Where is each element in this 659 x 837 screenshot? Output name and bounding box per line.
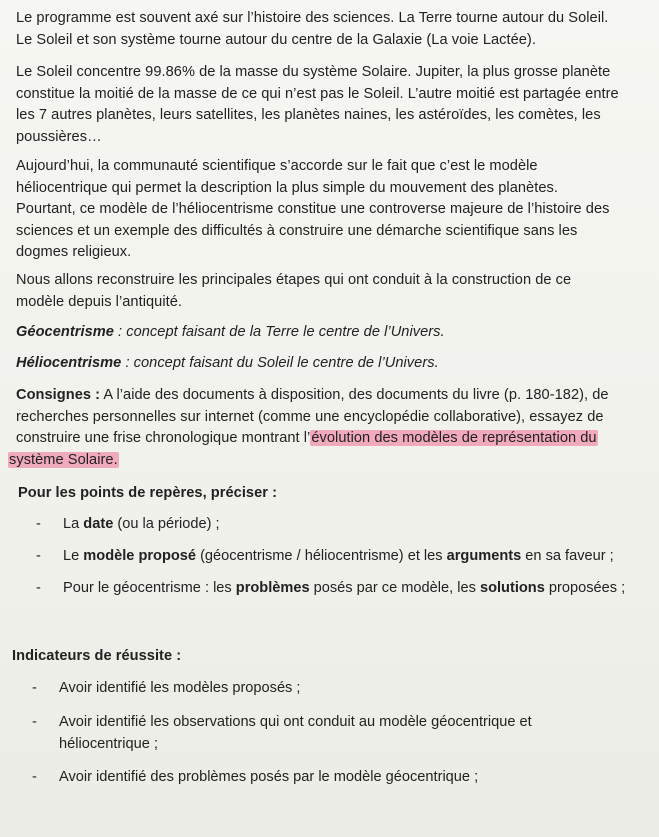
text-line: héliocentrique qui permet la description la plus simple du mouvement des planètes. [16,179,558,196]
reperes-title: Pour les points de repères, préciser : [18,485,278,501]
highlighted-text: système Solaire. [9,451,118,468]
text-line [16,428,646,450]
definition-geocentrisme [16,322,646,344]
text-line: Le Soleil et son système tourne autour du centre de la Galaxie (La voie Lactée). [16,31,536,48]
text-line: Le programme est souvent axé sur l’histoire des sciences. La Terre tourne autour du Soleil. [16,10,609,26]
dash-bullet: - [32,769,37,785]
consignes-label: Consignes : [16,387,101,403]
list-item-text: La date (ou la période) ; [63,516,220,532]
indicateurs-title: Indicateurs de réussite : [12,648,182,664]
definition-term: Héliocentrisme [16,355,122,371]
text-line: recherches personnelles sur internet (comme une encyclopédie collaborative), essayez de [16,408,604,425]
text-line: Pourtant, ce modèle de l’héliocentrisme constitue une controverse majeure de l’histoire des [16,201,610,217]
dash-bullet: - [36,516,41,532]
mass-paragraph [16,62,646,148]
intro-paragraph [16,8,646,51]
dash-bullet: - [36,548,41,564]
definition-heliocentrisme [16,353,646,375]
text-line: Le Soleil concentre 99.86% de la masse du système Solaire. Jupiter, la plus grosse planète [16,64,611,80]
text-line: Nous allons reconstruire les principales étapes qui ont conduit à la construction de ce [16,272,572,288]
definition-term: Géocentrisme [16,324,114,340]
consignes-text: construire une frise chronologique montrant l’ [16,430,311,446]
consignes-text: A l’aide des documents à disposition, des documents du livre (p. 180-182), de [100,387,609,403]
text-line: Aujourd’hui, la communauté scientifique s’accorde sur le fait que c’est le modèle [16,158,538,174]
list-item [32,712,632,756]
text-line [8,450,646,472]
consignes-paragraph [9,385,646,471]
text-line: les 7 autres planètes, leurs satellites, les planètes naines, les astéroïdes, les comètes, les [16,107,601,123]
list-item-text: Pour le géocentrisme : les problèmes posés par ce modèle, les solutions proposées ; [63,580,626,596]
dash-bullet: - [32,714,37,730]
reconstruction-paragraph [16,270,646,313]
definition-text: : concept faisant de la Terre le centre de l’Univers. [113,324,445,340]
text-line: poussières… [16,128,102,145]
dash-bullet: - [32,680,37,696]
dash-bullet: - [36,580,41,596]
list-item-text: Avoir identifié les observations qui ont conduit au modèle géocentrique et héliocentrique ; [59,714,532,752]
definition-text: : concept faisant du Soleil le centre de l’Univers. [121,355,439,371]
highlighted-text: évolution des modèles de représentation du [311,430,597,446]
text-line: modèle depuis l’antiquité. [16,293,182,310]
list-item-text: Avoir identifié des problèmes posés par le modèle géocentrique ; [59,769,479,785]
list-item-text: Le modèle proposé (géocentrisme / héliocentrisme) et les arguments en sa faveur ; [63,548,614,564]
text-line [16,385,646,407]
list-item-text: Avoir identifié les modèles proposés ; [59,680,301,696]
text-line: constitue la moitié de la masse de ce qui n’est pas le Soleil. L’autre moitié est partagée entre [16,85,619,102]
text-line: sciences et un exemple des difficultés à construire une démarche scientifique sans les [16,222,578,239]
heliocentric-paragraph [16,156,646,264]
text-line: dogmes religieux. [16,244,132,260]
